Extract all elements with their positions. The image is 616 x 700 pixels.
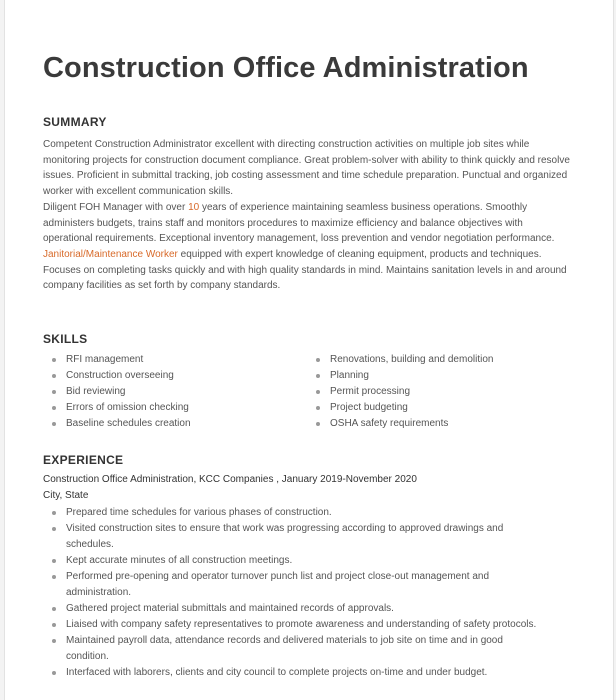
duty-item: Maintained payroll data, attendance records and delivered materials to job site on time and in good condition. <box>43 633 543 665</box>
summary-section <box>43 137 573 294</box>
job-title-link[interactable]: Janitorial/Maintenance Worker <box>43 248 178 260</box>
duty-item: Visited construction sites to ensure that work was progressing according to approved drawings and schedules. <box>43 521 543 553</box>
summary-paragraph <box>43 200 573 247</box>
experience-heading: EXPERIENCE <box>43 453 124 467</box>
summary-text: equipped with expert knowledge of cleaning equipment, products and techniques. Focuses on completing tasks quickly and with high quality standards in mind. Maintains sanitation levels in and around company facilities as set forth by company standards. <box>43 248 567 292</box>
duty-item: Interfaced with laborers, clients and city council to complete projects on-time and under budget. <box>43 665 543 681</box>
summary-text: years of experience maintaining seamless business operations. Smoothly administers budgets, trains staff and monitors procedures to maximize efficiency and balance objectives with operational requirements. Exceptional inventory management, loss prevention and vendor negotiation performance. <box>43 201 555 245</box>
resume-page <box>4 0 614 700</box>
duty-item: Performed pre-opening and operator turnover punch list and project close-out management and administration. <box>43 569 543 601</box>
summary-paragraph: Competent Construction Administrator excellent with directing construction activities on multiple job sites while monitoring projects for construction document compliance. Great problem-solver with ability to think quickly and resolve issues. Proficient in submittal tracking, job costing assessment and time schedule preparation. Punctual and organized worker with excellent communication skills. <box>43 139 570 198</box>
summary-heading: SUMMARY <box>43 115 107 129</box>
skill-item: Planning <box>312 368 493 384</box>
skills-heading: SKILLS <box>43 332 88 346</box>
skill-item: RFI management <box>48 352 191 368</box>
duty-item: Kept accurate minutes of all construction meetings. <box>43 553 543 569</box>
duty-item: Gathered project material submittals and maintained records of approvals. <box>43 601 543 617</box>
skills-list-left <box>48 352 191 432</box>
skill-item: Errors of omission checking <box>48 400 191 416</box>
summary-text: Diligent FOH Manager with over <box>43 201 189 213</box>
skill-item: Baseline schedules creation <box>48 416 191 432</box>
duty-item: Liaised with company safety representatives to promote awareness and understanding of safety protocols. <box>43 617 543 633</box>
skill-item: Project budgeting <box>312 400 493 416</box>
skill-item: Bid reviewing <box>48 384 191 400</box>
duty-item: Prepared time schedules for various phases of construction. <box>43 505 543 521</box>
skill-item: Renovations, building and demolition <box>312 352 493 368</box>
page-title: Construction Office Administration <box>43 52 529 84</box>
skill-item: OSHA safety requirements <box>312 416 493 432</box>
skill-item: Permit processing <box>312 384 493 400</box>
skill-item: Construction overseeing <box>48 368 191 384</box>
duties-list <box>43 505 543 681</box>
summary-paragraph <box>43 247 573 294</box>
years-highlight: 10 <box>188 201 200 213</box>
job-location: City, State <box>43 490 89 501</box>
skills-list-right <box>312 352 493 432</box>
job-title-line: Construction Office Administration, KCC Companies , January 2019-November 2020 <box>43 474 417 485</box>
